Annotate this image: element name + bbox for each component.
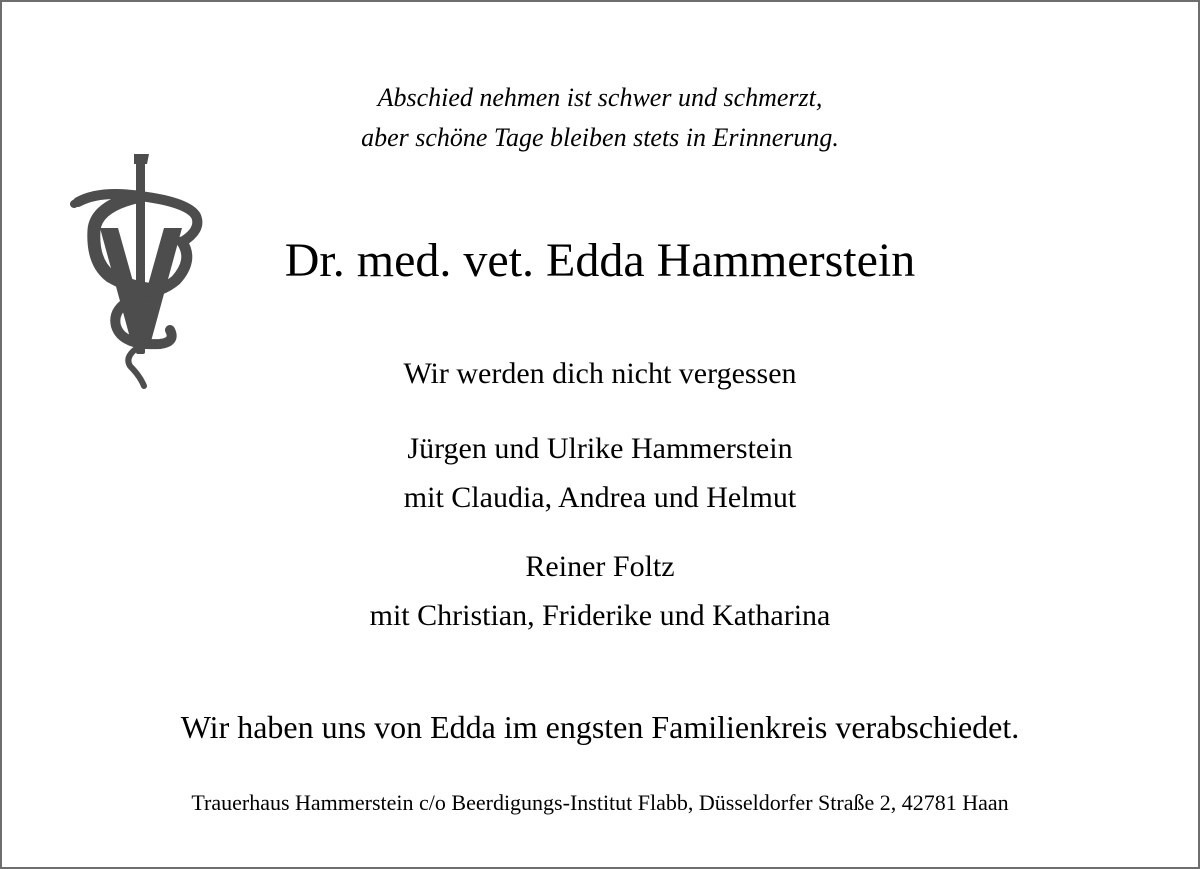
motto-line-1: Abschied nehmen ist schwer und schmerzt,	[377, 83, 823, 112]
funeral-home-address: Trauerhaus Hammerstein c/o Beerdigungs-Institut Flabb, Düsseldorfer Straße 2, 42781 Haan	[191, 790, 1009, 815]
motto-line-2: aber schöne Tage bleiben stets in Erinnerung.	[361, 123, 839, 152]
farewell-note: Wir haben uns von Edda im engsten Familienkreis verabschiedet.	[180, 709, 1020, 745]
deceased-name: Dr. med. vet. Edda Hammerstein	[284, 234, 916, 287]
mourner-group-2-line-1: Reiner Foltz	[525, 550, 675, 583]
mourner-group-2-line-2: mit Christian, Friderike und Katharina	[369, 599, 831, 632]
mourner-group-1-line-1: Jürgen und Ulrike Hammerstein	[407, 432, 793, 465]
mourner-group-1-line-2: mit Claudia, Andrea und Helmut	[403, 481, 797, 514]
tagline: Wir werden dich nicht vergessen	[403, 357, 797, 390]
